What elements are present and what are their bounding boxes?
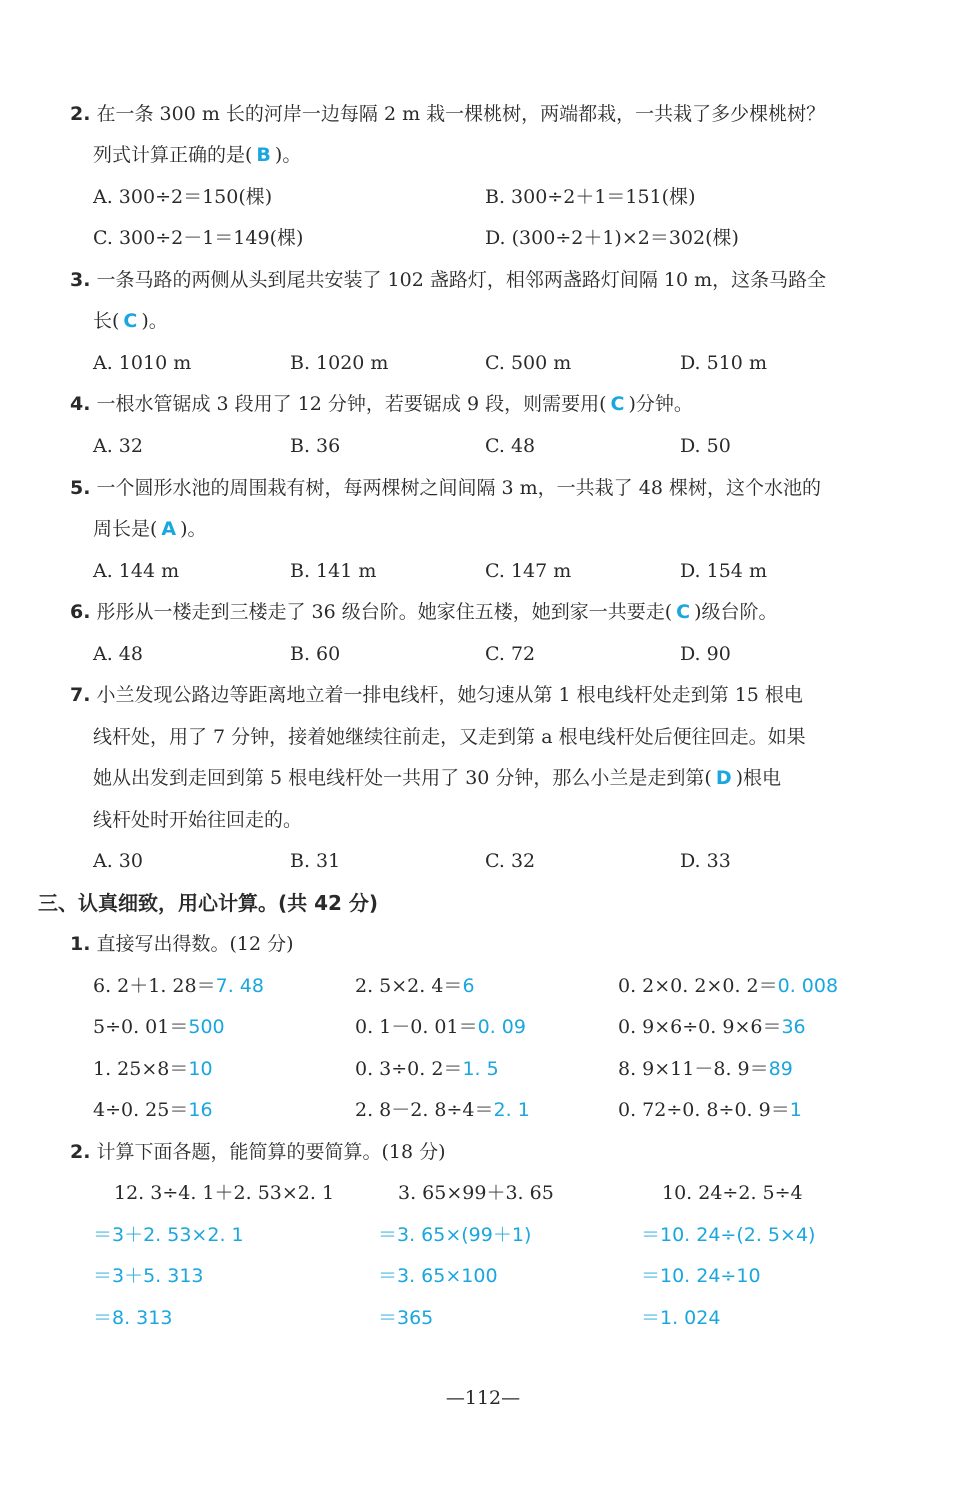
- q3-option-b: B. 1020 m: [290, 352, 389, 374]
- calc-step: ＝3＋2. 53×2. 1: [93, 1224, 244, 1246]
- q7-text-line2: 线杆处，用了 7 分钟，接着她继续往前走，又走到第 a 根电线杆处后便往回走。如果: [93, 726, 806, 748]
- calc-step: ＝3＋5. 313: [93, 1265, 204, 1287]
- s3-q1-title: 1. 直接写出得数。(12 分): [70, 933, 294, 955]
- q2-option-b: B. 300÷2＋1＝151(棵): [485, 186, 696, 208]
- mental-calc-item: 2. 5×2. 4＝6: [355, 975, 475, 997]
- q2-answer: B: [256, 144, 271, 166]
- q5-answer: A: [161, 518, 177, 540]
- q6-option-b: B. 60: [290, 643, 341, 665]
- q4-option-a: A. 32: [93, 435, 143, 457]
- calc-problem-3-expr: 10. 24÷2. 5÷4: [662, 1182, 803, 1204]
- mental-calc-item: 4÷0. 25＝16: [93, 1099, 213, 1121]
- q3-option-a: A. 1010 m: [93, 352, 192, 374]
- calc-step: ＝8. 313: [93, 1307, 173, 1329]
- q4-option-d: D. 50: [680, 435, 731, 457]
- q2-text-line1: 2. 在一条 300 m 长的河岸一边每隔 2 m 栽一棵桃树，两端都栽，一共栽了多少棵桃树？: [70, 103, 826, 125]
- mental-calc-item: 6. 2＋1. 28＝7. 48: [93, 975, 264, 997]
- q3-text-line2: 长( C )。: [93, 310, 168, 332]
- q5-option-c: C. 147 m: [485, 560, 572, 582]
- calc-step: ＝3. 65×(99＋1): [378, 1224, 532, 1246]
- mental-calc-item: 0. 72÷0. 8÷0. 9＝1: [618, 1099, 802, 1121]
- q2-option-c: C. 300÷2－1＝149(棵): [93, 227, 304, 249]
- mental-calc-item: 0. 1－0. 01＝0. 09: [355, 1016, 526, 1038]
- q6-option-c: C. 72: [485, 643, 536, 665]
- q4-option-b: B. 36: [290, 435, 341, 457]
- q5-text-line2: 周长是( A )。: [93, 518, 207, 540]
- calc-step: ＝10. 24÷(2. 5×4): [641, 1224, 816, 1246]
- q5-option-a: A. 144 m: [93, 560, 180, 582]
- q3-option-c: C. 500 m: [485, 352, 572, 374]
- q7-option-d: D. 33: [680, 850, 731, 872]
- calc-step: ＝1. 024: [641, 1307, 721, 1329]
- q2-text-line2: 列式计算正确的是( B )。: [93, 144, 302, 166]
- q6-answer: C: [676, 601, 691, 623]
- q5-option-b: B. 141 m: [290, 560, 377, 582]
- q7-text-line3: 她从出发到走回到第 5 根电线杆处一共用了 30 分钟，那么小兰是走到第( D )根电: [93, 767, 782, 789]
- q3-option-d: D. 510 m: [680, 352, 767, 374]
- calc-step: ＝365: [378, 1307, 434, 1329]
- mental-calc-item: 8. 9×11－8. 9＝89: [618, 1058, 793, 1080]
- q7-text-line4: 线杆处时开始往回走的。: [93, 809, 303, 831]
- q7-text-line1: 7. 小兰发现公路边等距离地立着一排电线杆，她匀速从第 1 根电线杆处走到第 15 根电: [70, 684, 803, 706]
- q5-text-line1: 5. 一个圆形水池的周围栽有树，每两棵树之间间隔 3 m，一共栽了 48 棵树，这个水池的: [70, 477, 821, 499]
- mental-calc-item: 2. 8－2. 8÷4＝2. 1: [355, 1099, 530, 1121]
- mental-calc-item: 5÷0. 01＝500: [93, 1016, 225, 1038]
- q7-option-b: B. 31: [290, 850, 341, 872]
- q6-text-line1: 6. 彤彤从一楼走到三楼走了 36 级台阶。她家住五楼，她到家一共要走( C )级台阶。: [70, 601, 778, 623]
- q7-answer: D: [715, 767, 732, 789]
- calc-problem-2-expr: 3. 65×99＋3. 65: [398, 1182, 554, 1204]
- calc-step: ＝3. 65×100: [378, 1265, 498, 1287]
- q2-option-a: A. 300÷2＝150(棵): [93, 186, 273, 208]
- s3-q2-title: 2. 计算下面各题，能简算的要简算。(18 分): [70, 1141, 446, 1163]
- calc-step: ＝10. 24÷10: [641, 1265, 761, 1287]
- mental-calc-item: 1. 25×8＝10: [93, 1058, 213, 1080]
- mental-calc-item: 0. 3÷0. 2＝1. 5: [355, 1058, 499, 1080]
- q3-text-line1: 3. 一条马路的两侧从头到尾共安装了 102 盏路灯，相邻两盏路灯间隔 10 m，这条马路全: [70, 269, 827, 291]
- section3-title: 三、认真细致，用心计算。(共 42 分): [38, 891, 379, 915]
- q4-text-line1: 4. 一根水管锯成 3 段用了 12 分钟，若要锯成 9 段，则需要用( C )分钟。: [70, 393, 693, 415]
- q4-option-c: C. 48: [485, 435, 536, 457]
- page-number: —112—: [445, 1387, 521, 1409]
- q5-option-d: D. 154 m: [680, 560, 767, 582]
- q7-option-c: C. 32: [485, 850, 536, 872]
- q7-option-a: A. 30: [93, 850, 143, 872]
- q6-option-a: A. 48: [93, 643, 143, 665]
- q4-answer: C: [610, 393, 625, 415]
- mental-calc-item: 0. 9×6÷0. 9×6＝36: [618, 1016, 806, 1038]
- mental-calc-item: 0. 2×0. 2×0. 2＝0. 008: [618, 975, 839, 997]
- calc-problem-1-expr: 12. 3÷4. 1＋2. 53×2. 1: [114, 1182, 335, 1204]
- q2-option-d: D. (300÷2＋1)×2＝302(棵): [485, 227, 739, 249]
- q6-option-d: D. 90: [680, 643, 731, 665]
- q3-answer: C: [123, 310, 138, 332]
